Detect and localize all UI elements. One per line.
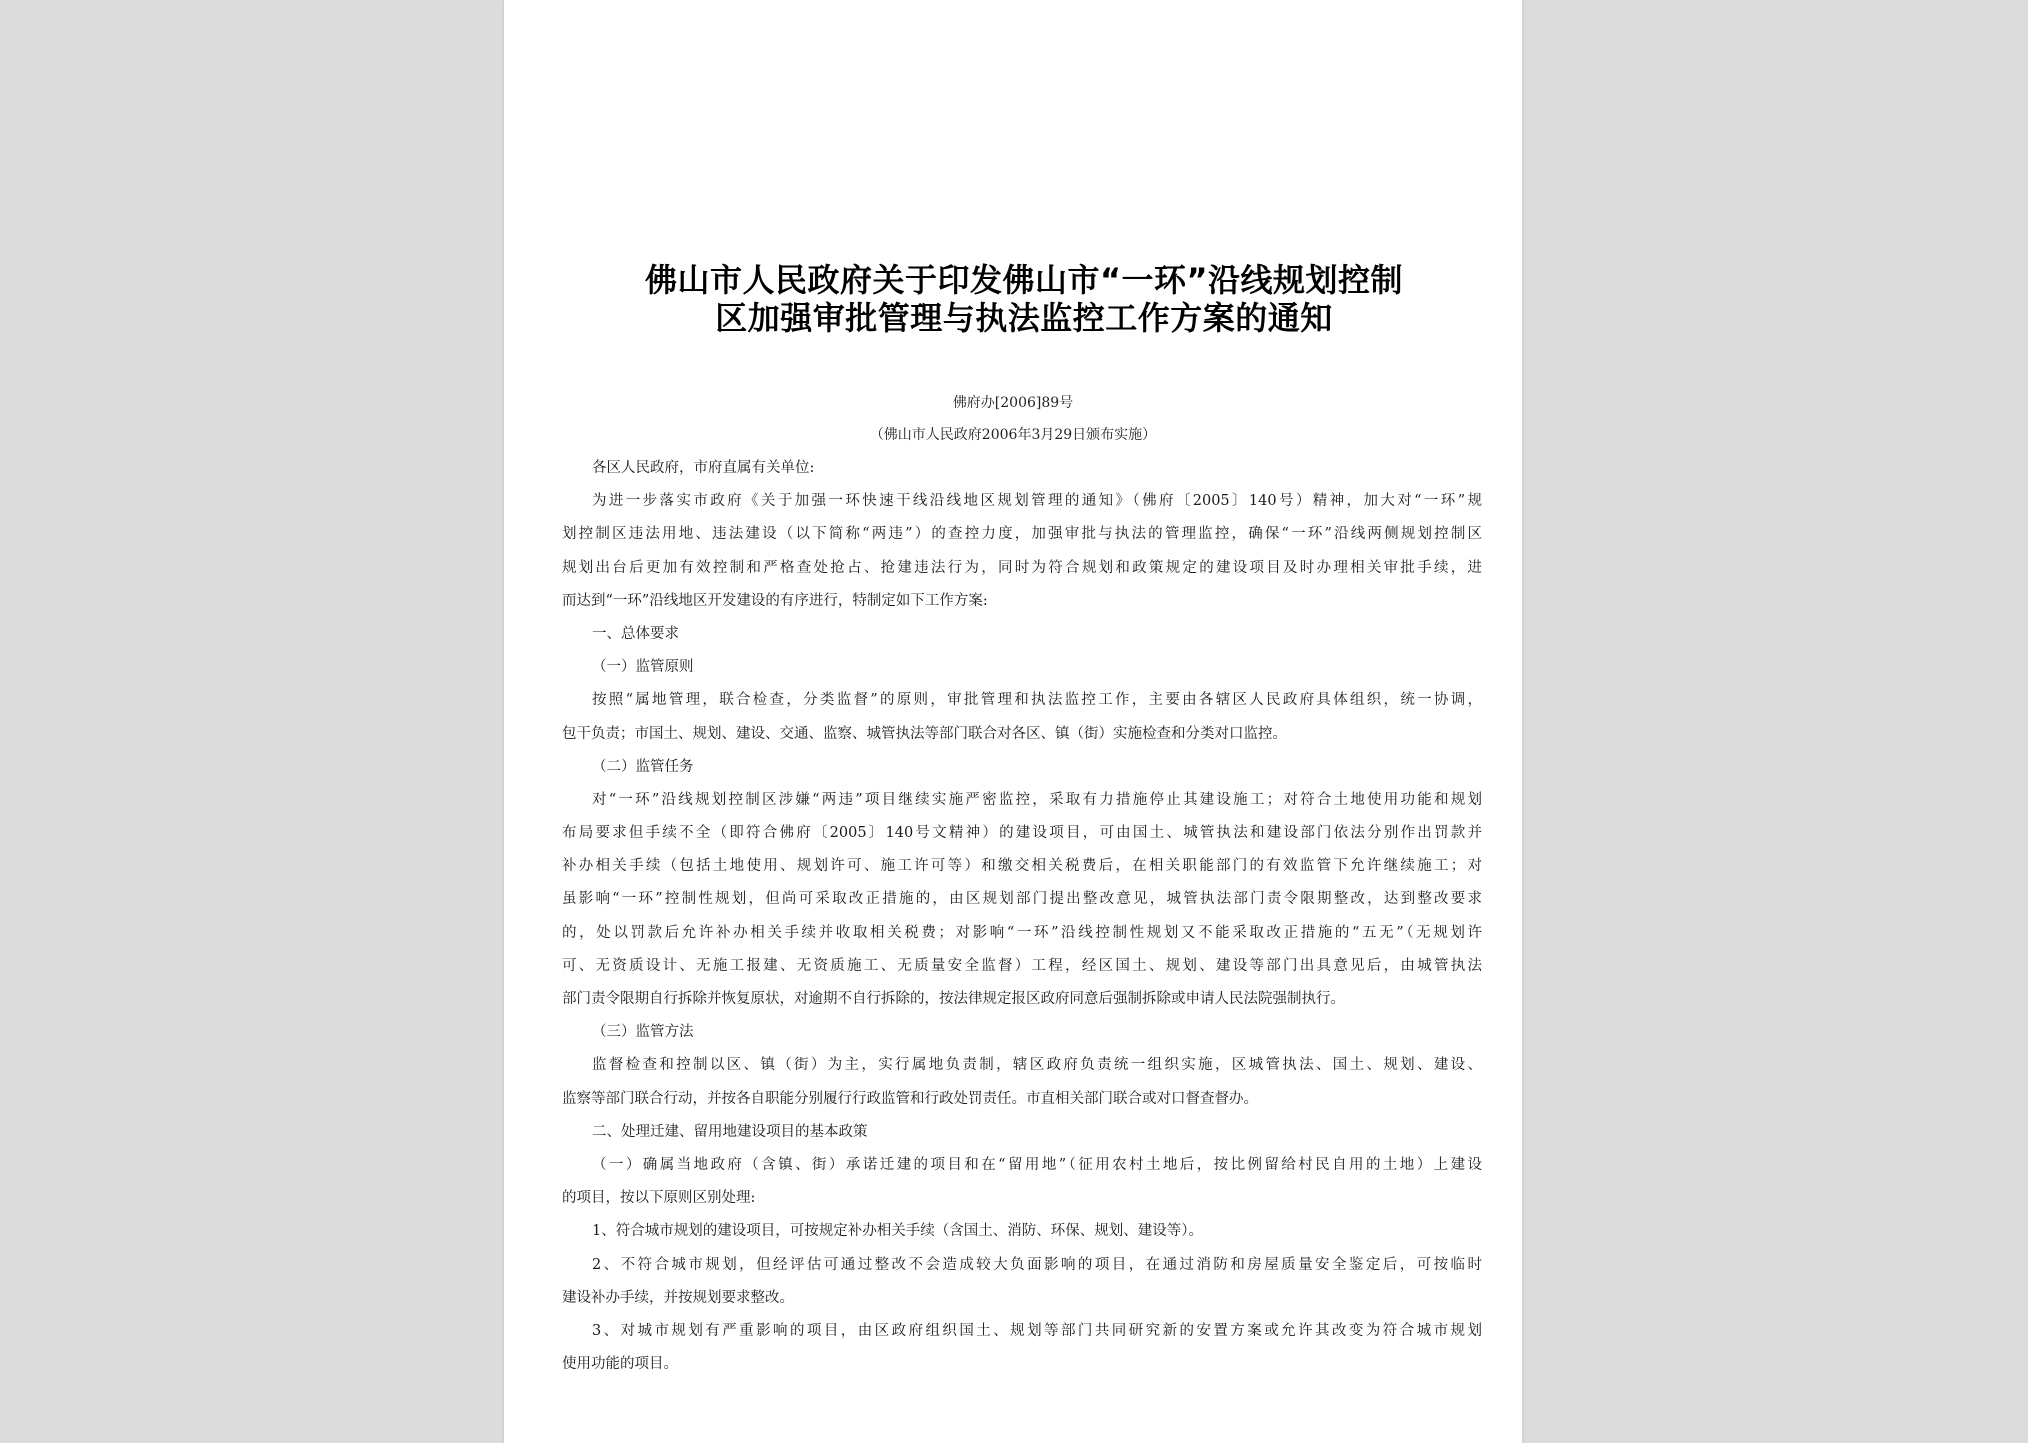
paragraph-line: 补办相关手续（包括土地使用、规划许可、施工许可等）和缴交相关税费后，在相关职能部门的有效监管下允许继续施工；对 xyxy=(562,858,1482,875)
paragraph-line: 的项目，按以下原则区别处理: xyxy=(562,1190,756,1207)
subsection-heading: （三）监管方法 xyxy=(592,1024,694,1041)
document-number: 佛府办[2006]89号 xyxy=(952,395,1074,411)
paragraph-line: 部门责令限期自行拆除并恢复原状，对逾期不自行拆除的，按法律规定报区政府同意后强制拆除或申请人民法院强制执行。 xyxy=(562,991,1345,1007)
paragraph-line: 监察等部门联合行动，并按各自职能分别履行行政监管和行政处罚责任。市直相关部门联合或对口督查督办。 xyxy=(562,1090,1258,1107)
list-item: 3、对城市规划有严重影响的项目，由区政府组织国土、规划等部门共同研究新的安置方案或允许其改变为符合城市规划 xyxy=(592,1322,1482,1339)
paragraph-line: 使用功能的项目。 xyxy=(562,1356,678,1373)
document-body xyxy=(562,452,1482,1381)
subsection-heading: （二）监管任务 xyxy=(592,758,694,775)
document-title-line-1: 佛山市人民政府关于印发佛山市“一环”沿线规划控制 xyxy=(644,261,1404,299)
list-item: 2、不符合城市规划，但经评估可通过整改不会造成较大负面影响的项目，在通过消防和房屋质量安全鉴定后，可按临时 xyxy=(592,1256,1482,1273)
paragraph-line: 的，处以罚款后允许补办相关手续并收取相关税费；对影响“一环”沿线控制性规划又不能采取改正措施的“五无”（无规划许 xyxy=(562,924,1482,941)
paragraph-line: 为进一步落实市政府《关于加强一环快速干线沿线地区规划管理的通知》（佛府〔2005〕140号）精神，加大对“一环”规 xyxy=(592,493,1482,510)
section-heading: 二、处理迁建、留用地建设项目的基本政策 xyxy=(592,1123,868,1140)
paragraph-line: 包干负责；市国土、规划、建设、交通、监察、城管执法等部门联合对各区、镇（街）实施检查和分类对口监控。 xyxy=(562,725,1287,742)
paragraph-line: 而达到“一环”沿线地区开发建设的有序进行，特制定如下工作方案: xyxy=(562,592,988,609)
issue-note: （佛山市人民政府2006年3月29日颁布实施） xyxy=(869,427,1157,443)
paragraph-line: 对“一环”沿线规划控制区涉嫌“两违”项目继续实施严密监控，采取有力措施停止其建设施工；对符合土地使用功能和规划 xyxy=(592,791,1482,808)
paragraph-line: 建设补办手续，并按规划要求整改。 xyxy=(562,1289,794,1306)
paragraph-line: （一）确属当地政府（含镇、街）承诺迁建的项目和在“留用地”（征用农村土地后，按比例留给村民自用的土地）上建设 xyxy=(592,1156,1482,1173)
paragraph-line: 划控制区违法用地、违法建设（以下简称“两违”）的查控力度，加强审批与执法的管理监控，确保“一环”沿线两侧规划控制区 xyxy=(562,526,1482,543)
paragraph-line: 可、无资质设计、无施工报建、无资质施工、无质量安全监督）工程，经区国土、规划、建设等部门出具意见后，由城管执法 xyxy=(562,957,1482,974)
paragraph-line: 按照“属地管理，联合检查，分类监督”的原则，审批管理和执法监控工作，主要由各辖区人民政府具体组织，统一协调， xyxy=(592,692,1482,709)
paragraph-line: 规划出台后更加有效控制和严格查处抢占、抢建违法行为，同时为符合规划和政策规定的建设项目及时办理相关审批手续，进 xyxy=(562,559,1482,576)
subsection-heading: （一）监管原则 xyxy=(592,659,694,676)
paragraph-line: 布局要求但手续不全（即符合佛府〔2005〕140号文精神）的建设项目，可由国土、城管执法和建设部门依法分别作出罚款并 xyxy=(562,825,1482,842)
section-heading: 一、总体要求 xyxy=(592,625,679,642)
paragraph-line: 虽影响“一环”控制性规划，但尚可采取改正措施的，由区规划部门提出整改意见，城管执法部门责令限期整改，达到整改要求 xyxy=(562,891,1482,908)
paragraph-line: 监督检查和控制以区、镇（街）为主，实行属地负责制，辖区政府负责统一组织实施，区城管执法、国土、规划、建设、 xyxy=(592,1057,1482,1074)
salutation: 各区人民政府，市府直属有关单位: xyxy=(592,460,815,476)
document-title-line-2: 区加强审批管理与执法监控工作方案的通知 xyxy=(715,299,1333,337)
document-page xyxy=(504,0,1522,1443)
list-item: 1、符合城市规划的建设项目，可按规定补办相关手续（含国土、消防、环保、规划、建设等）。 xyxy=(592,1223,1203,1240)
